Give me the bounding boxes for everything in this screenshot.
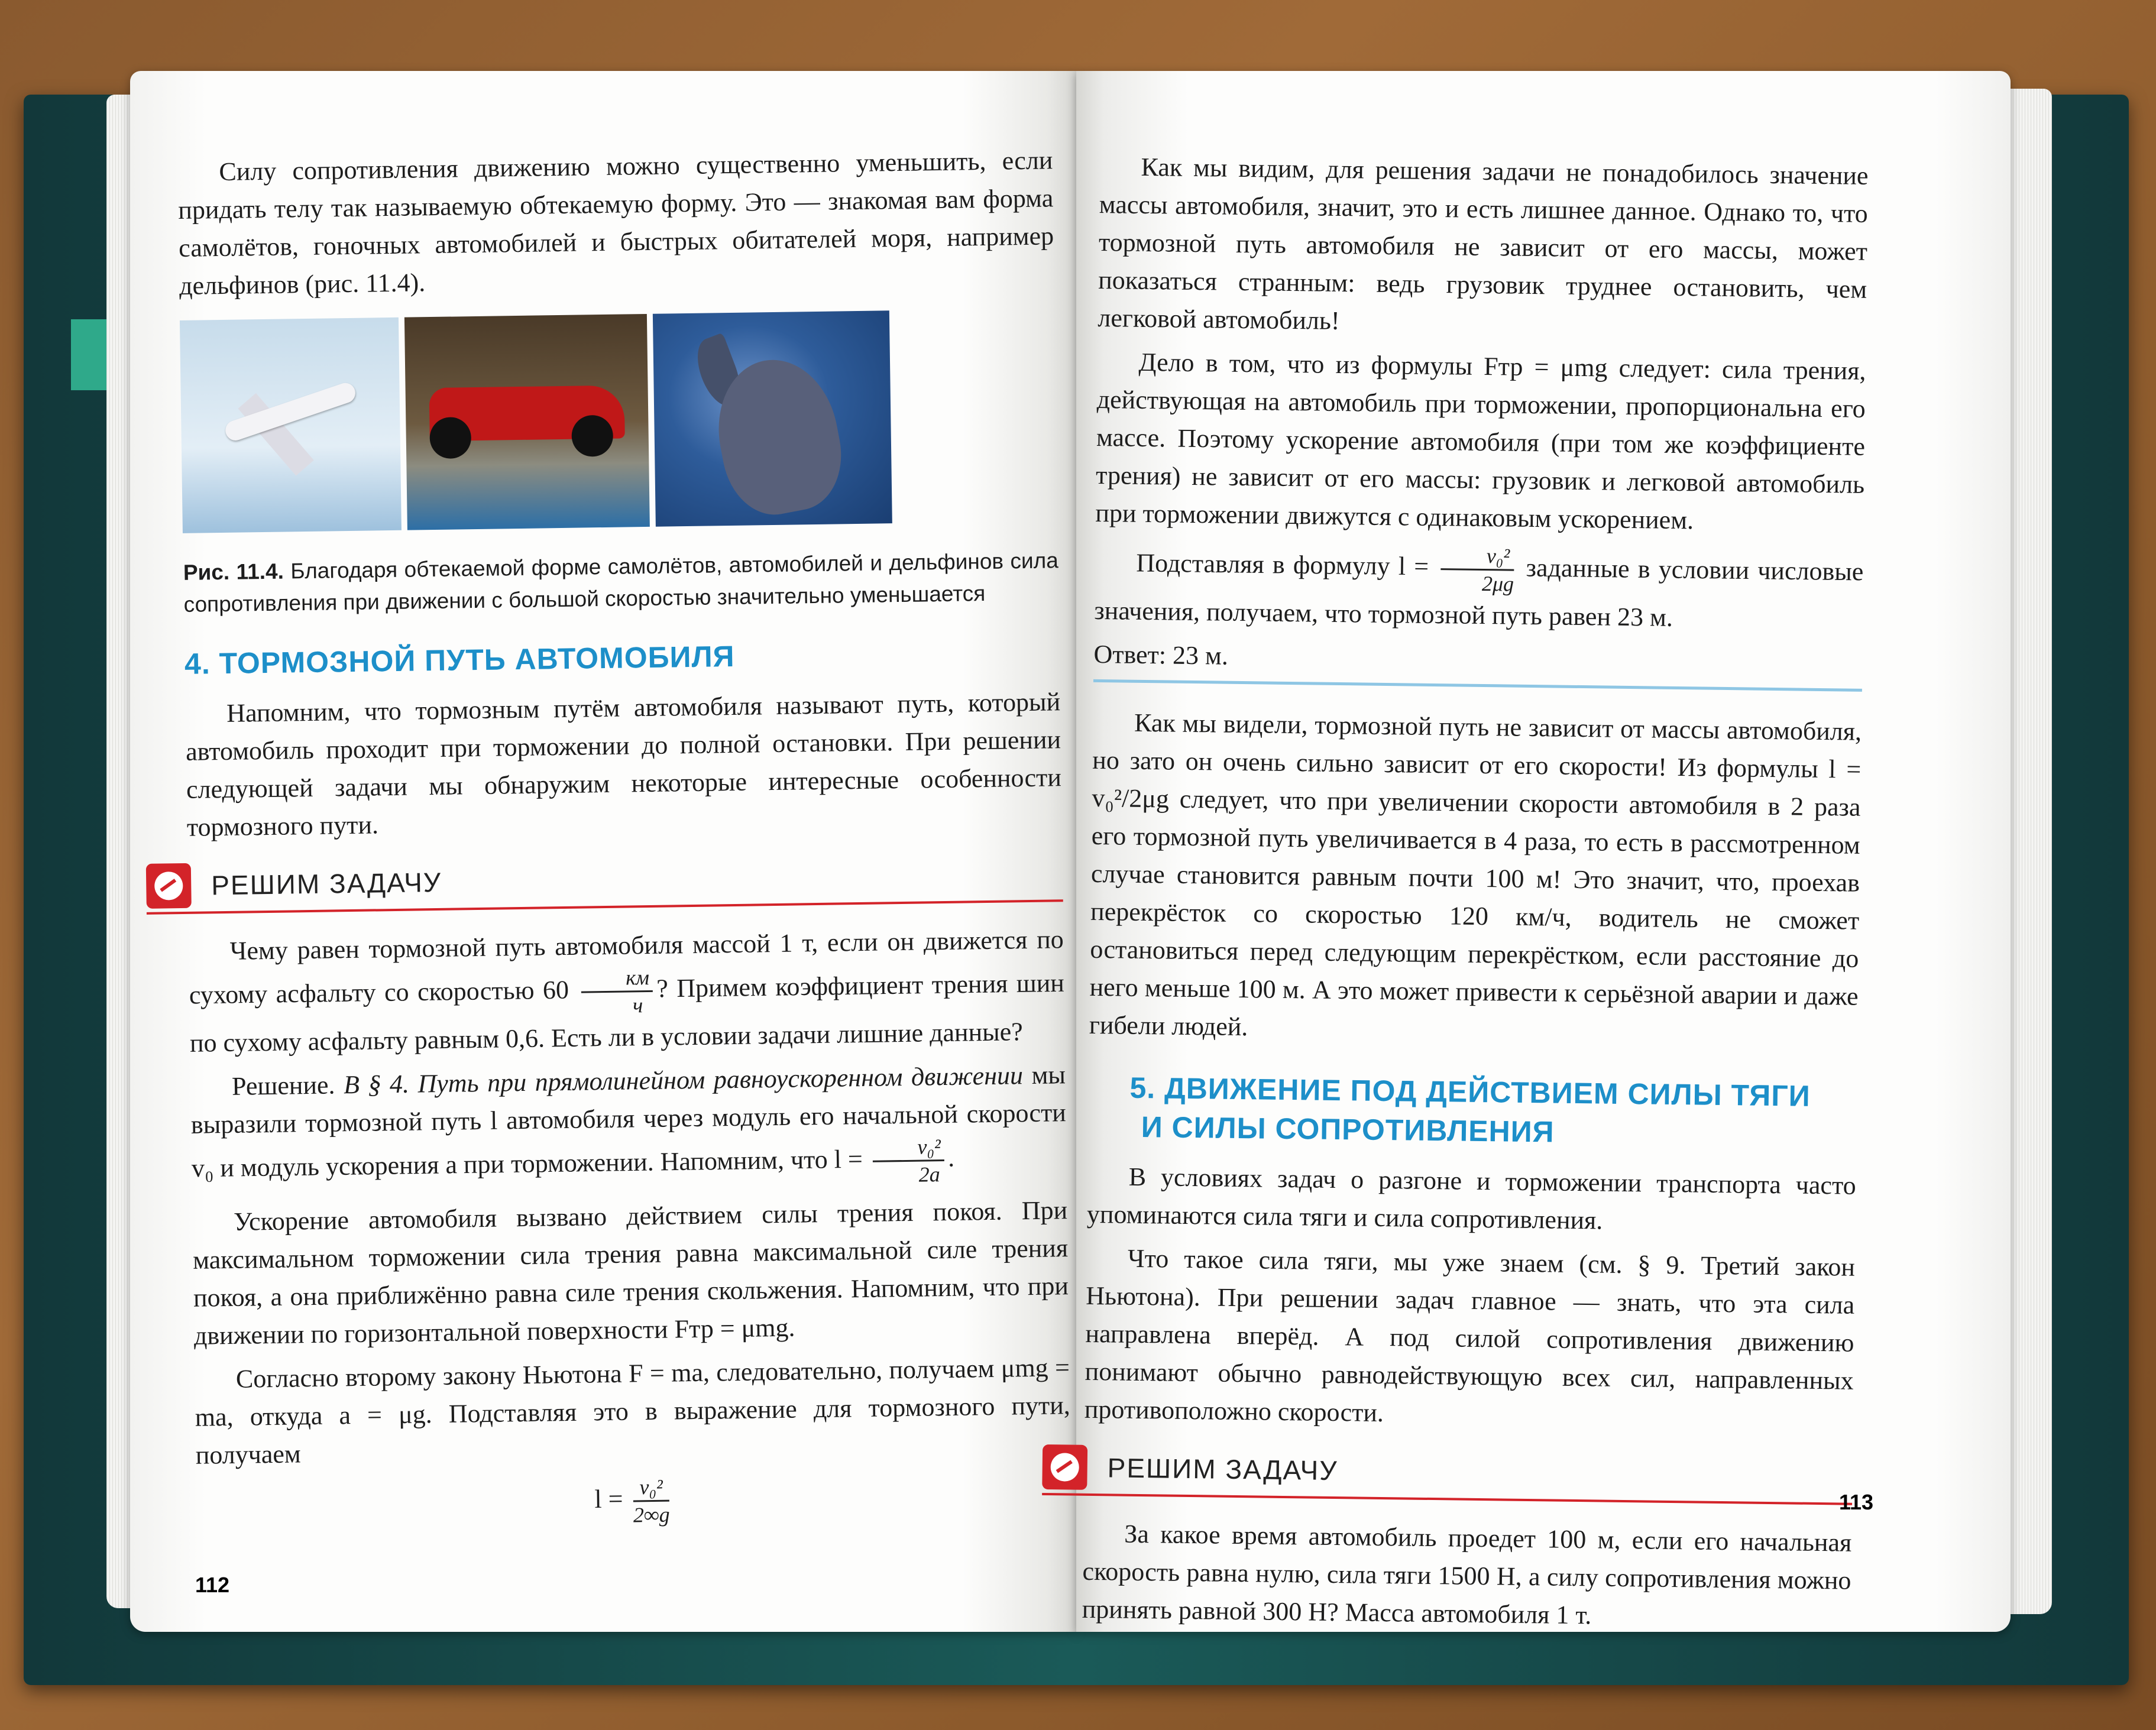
intro-paragraph: Силу сопротивления движению можно существенно уменьшить, если придать телу так называемую обтекаемую форму. Это — знакомая вам форма самолётов, гоночных автомобилей и быстрых обитателей моря, например дельфинов (рис. 11.4). [177,145,1054,300]
substitution-paragraph: Подставляя в формулу l = $\frac{\text{v₀²}}{2\mu g}$ заданные в условии числовые значения, получаем, что тормозной путь равен 23 м. [1094,538,1864,639]
formula-l: $\frac{\text{v₀²}}{2\mu g}$ [1440,542,1514,597]
figure-photos [180,308,1058,533]
page-number-left: 112 [195,1573,230,1597]
section-heading-5: 5. ДВИЖЕНИЕ ПОД ДЕЙСТВИЕМ СИЛЫ ТЯГИ И СИЛЫ СОПРОТИВЛЕНИЯ [1129,1071,1811,1149]
answer-text: Ответ: 23 м. [1093,639,1229,670]
right-page-content [1082,148,1869,1644]
page-number-right: 113 [1839,1490,1874,1514]
task-title-2: РЕШИМ ЗАДАЧУ [1107,1452,1338,1486]
task-icon [146,863,192,909]
task-icon-2 [1042,1444,1087,1490]
speed-paragraph: Как мы видели, тормозной путь не зависит от массы автомобиля, но зато он очень сильно зависит от его скорости! Из формулы l = v₀²/2μg следует, что при увеличении скорости автомобиля в 2 раза его тормозной путь увеличивается в 4 раза, то есть в рассмотренном случае становится равным почти 100 м! Это значит, что, проехав перекрёсток со скоростью 120 км/ч, водитель не сможет остановиться перед следующим перекрёстком, если расстояние до него меньше 100 м. А это может привести к серьёзной аварии и даже гибели людей. [1089,708,1862,1042]
friction-paragraph: Ускорение автомобиля вызвано действием силы трения покоя. При максимальном торможении сила трения равна максимальной силе трения покоя, а она приближённо равна силе трения скольжения. Напомним, что при движении по горизонтальной поверхности Fтр = μmg. [192,1196,1069,1350]
solution-paragraph: Решение. В § 4. Путь при прямолинейном равноускоренном движении мы выразили тормозной путь l автомобиля через модуль его начальной скорости v₀ и модуль ускорения a при торможении. Напомним, что l = $\frac{\text{v₀²}}{2a}$ . [190,1056,1067,1198]
braking-paragraph: Напомним, что тормозным путём автомобиля называют путь, который автомобиль проходит при торможении до полной остановки. При решении следующей задачи мы обнаружим некоторые интересные особенности тормозного пути. [185,687,1062,842]
task-header-2 [1042,1444,1853,1505]
task-title: РЕШИМ ЗАДАЧУ [211,866,442,901]
newton-paragraph: Согласно второму закону Ньютона F = ma, следовательно, получаем μmg = ma, откуда a = μg. Подставляя это в выражение для тормозного пути, получаем [195,1353,1071,1470]
section-heading-4: 4. ТОРМОЗНОЙ ПУТЬ АВТОМОБИЛЯ [184,639,735,681]
solution-reference: В § 4. Путь при прямолинейном равноускоренном движении [343,1061,1024,1100]
figure-caption [183,545,1059,621]
resistance-paragraph: Что такое сила тяги, мы уже знаем (см. § 9. Третий закон Ньютона). При решении задач главное — знать, что эта сила направлена вперёд. А под силой сопротивления движению понимают обычно равнодействующую всех сил, направленных противоположно скорости. [1084,1243,1856,1428]
dolphin-photo [653,310,892,527]
task-header [146,851,1063,915]
race-car-photo [404,314,650,530]
caption-text: Благодаря обтекаемой форме самолётов, автомобилей и дельфинов сила сопротивления при движении с большой скоростью значительно уменьшается [183,548,1059,617]
formula-braking-distance: $\frac{\text{v₀²}}{2a}$ [872,1133,945,1188]
mass-paragraph: Как мы видим, для решения задачи не понадобилось значение массы автомобиля, значит, это и есть лишнее данное. Однако то, что тормозной путь автомобиля не зависит от его массы, может показаться странным: ведь грузовик труднее остановить, чем легковой автомобиль! [1098,152,1869,335]
task-statement-2: За какое время автомобиль проедет 100 м, если его начальная скорость равна нулю, сила тяги 1500 Н, а силу сопротивления можно принять равной 300 Н? Масса автомобиля 1 т. [1082,1519,1852,1630]
friction-proportional-paragraph: Дело в том, что из формулы Fтр = μmg следует: сила трения, действующая на автомобиль при торможении, пропорциональна его массе. Поэтому ускорение автомобиля (при том же коэффициенте трения) не зависит от его массы: грузовик и легковой автомобиль при торможении движутся с одинаковым ускорением. [1095,347,1866,535]
formula-final: l = $\frac{\text{v₀²}}{2\infty g}$ [196,1468,1071,1534]
unit-fraction: $\frac{км}{ч}$ [581,964,653,1019]
airplane-photo [180,318,402,533]
left-page-content [177,141,1072,1540]
solution-label: Решение. [231,1070,335,1101]
caption-label: Рис. 11.4. [183,559,284,585]
traction-paragraph: В условиях задач о разгоне и торможении транспорта часто упоминаются сила тяги и сила сопротивления. [1086,1162,1856,1235]
task-statement: Чему равен тормозной путь автомобиля массой 1 т, если он движется по сухому асфальту со скоростью 60 $\frac{км}{ч}$ ? Примем коэффициент трения шин по сухому асфальту равным 0,6. Есть ли в условии задачи лишние данные? [189,925,1065,1058]
